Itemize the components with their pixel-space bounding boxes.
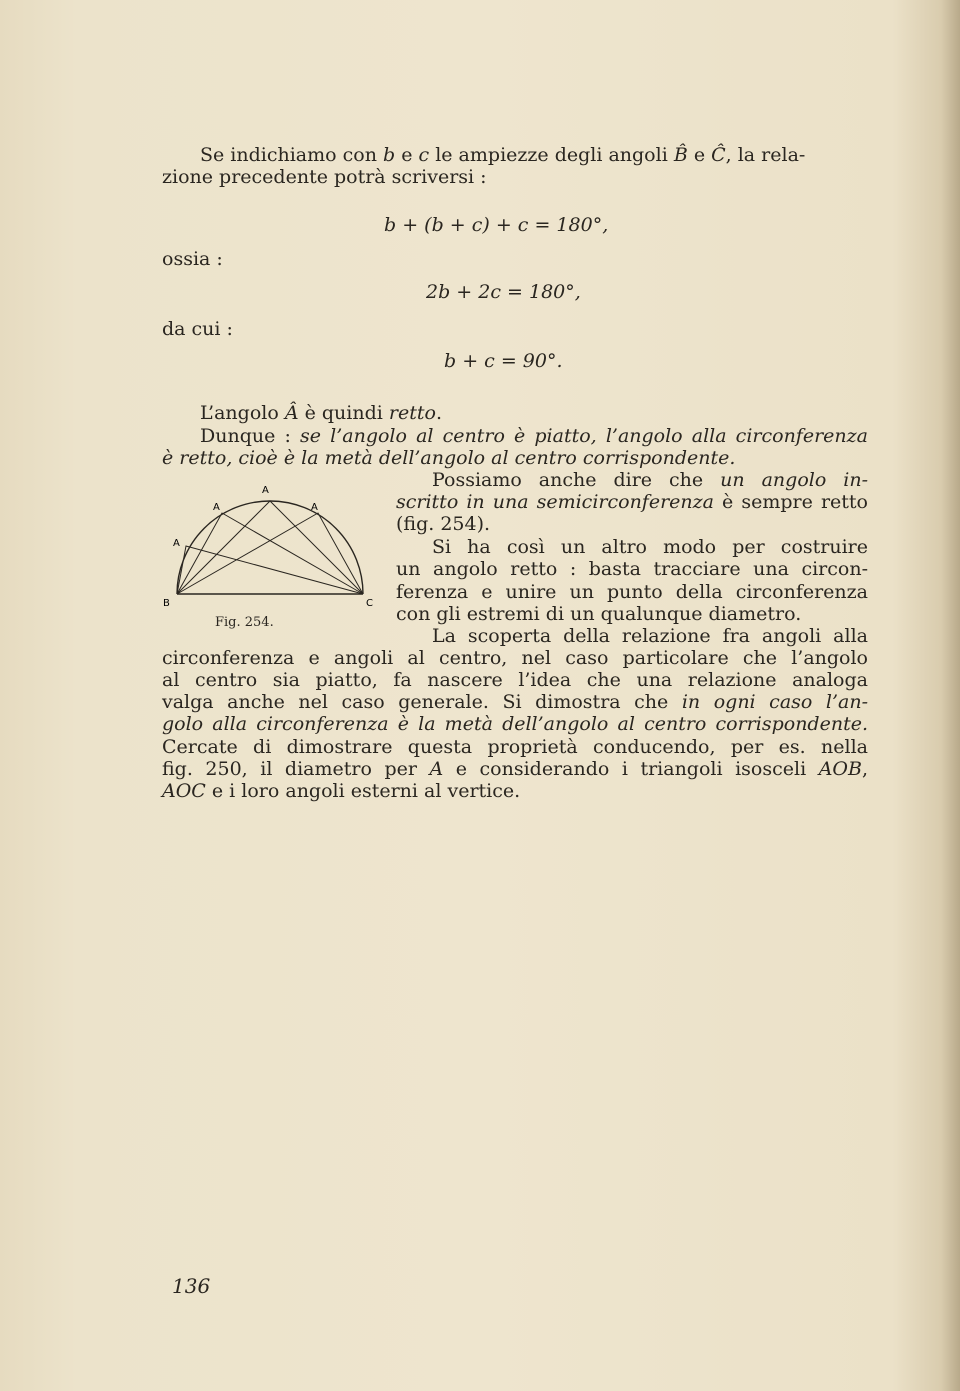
- text-line-p9: circonferenza e angoli al centro, nel caso particolare che l’angolo: [162, 647, 868, 669]
- text-line-p14: fig. 250, il diametro per A e considerando i triangoli isosceli AOB,: [162, 758, 868, 780]
- label-a-top: A: [262, 485, 269, 496]
- text-line-angolo: L’angolo Â è quindi retto.: [200, 402, 442, 424]
- text-line-p3: (fig. 254).: [396, 513, 491, 535]
- text-line-p11: valga anche nel caso generale. Si dimostra che in ogni caso l’an-: [162, 691, 868, 713]
- figure-caption: Fig. 254.: [215, 615, 274, 630]
- text-segment: Se indichiamo con: [200, 144, 383, 166]
- text-line-p5: un angolo retto : basta tracciare una circon-: [396, 558, 868, 580]
- text-line-p4: Si ha così un altro modo per costruire: [432, 536, 868, 558]
- semicircle-figure: [160, 482, 380, 632]
- inscribed-angle-lines: [177, 501, 363, 594]
- text-line-dunque-2: è retto, cioè è la metà dell’angolo al centro corrispondente.: [162, 447, 736, 469]
- equation-2: 2b + 2c = 180°,: [426, 281, 581, 303]
- text-line-p12: golo alla circonferenza è la metà dell’angolo al centro corrispondente.: [162, 713, 868, 735]
- text-line-p1: Possiamo anche dire che un angolo in-: [432, 469, 868, 491]
- text-line: Se indichiamo con b e c le ampiezze degli angoli B̂ e Ĉ, la rela-: [200, 144, 806, 166]
- connector-da-cui: da cui :: [162, 318, 233, 340]
- text-line: zione precedente potrà scriversi :: [162, 166, 487, 188]
- label-b: B: [163, 598, 170, 609]
- text-line-p8: La scoperta della relazione fra angoli alla: [432, 625, 868, 647]
- equation-1: b + (b + c) + c = 180°,: [384, 214, 609, 236]
- text-line-p2: scritto in una semicirconferenza è sempre retto: [396, 491, 868, 513]
- label-a-right: A: [311, 502, 318, 513]
- label-a-far-left: A: [173, 538, 180, 549]
- text-line-p6: ferenza e unire un punto della circonferenza: [396, 581, 868, 603]
- text-line-dunque-1: Dunque : se l’angolo al centro è piatto, l’angolo alla circonferenza: [200, 425, 868, 447]
- semicircle-arc: [177, 501, 363, 594]
- label-c: C: [366, 598, 373, 609]
- page-number: 136: [172, 1274, 211, 1298]
- text-line-p15: AOC e i loro angoli esterni al vertice.: [162, 780, 521, 802]
- text-line-p13: Cercate di dimostrare questa proprietà conducendo, per es. nella: [162, 736, 868, 758]
- connector-ossia: ossia :: [162, 248, 223, 270]
- text-line-p10: al centro sia piatto, fa nascere l’idea che una relazione analoga: [162, 669, 868, 691]
- equation-3: b + c = 90°.: [444, 350, 563, 372]
- text-line-p7: con gli estremi di un qualunque diametro.: [396, 603, 802, 625]
- label-a-left: A: [213, 502, 220, 513]
